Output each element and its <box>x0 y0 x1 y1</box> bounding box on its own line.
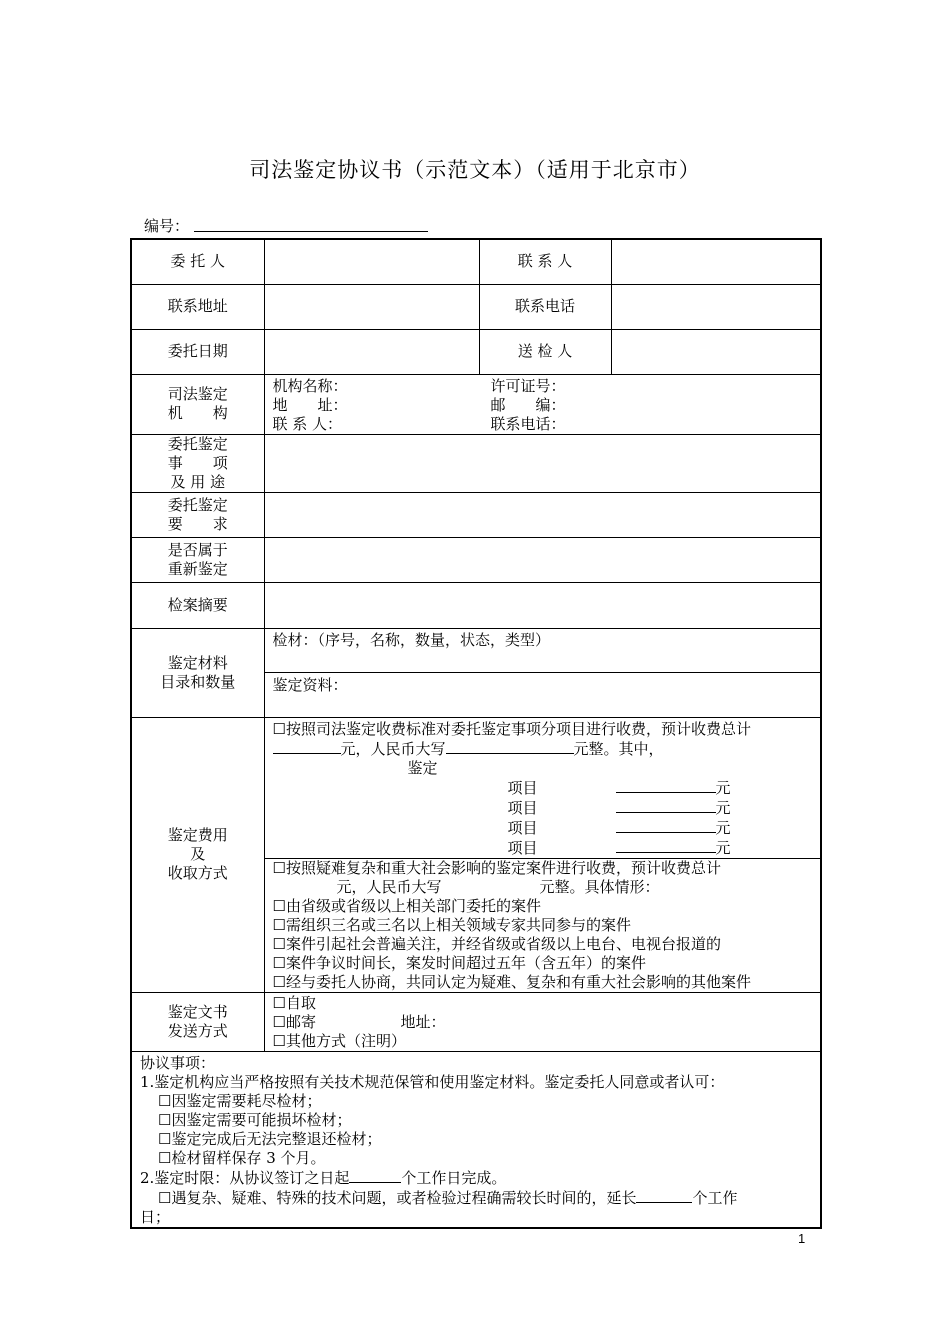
submitter-label: 送 检 人 <box>479 329 611 374</box>
delivery-options[interactable]: ☐自取 ☐邮寄 地址： ☐其他方式（注明） <box>264 992 821 1051</box>
materials-label: 鉴定材料 目录和数量 <box>131 628 264 717</box>
fee-standard-option[interactable]: ☐按照司法鉴定收费标准对委托鉴定事项分项目进行收费，预计收费总计 元，人民币大写 元整。其中， 鉴定 项目 元 项目 元 项目 元 项目 元 <box>264 717 821 858</box>
materials-samples-field[interactable]: 检材：（序号，名称，数量，状态，类型） <box>264 628 821 672</box>
contact-label: 联 系 人 <box>479 239 611 284</box>
address-label: 联系地址 <box>131 284 264 329</box>
matters-label: 委托鉴定 事 项 及 用 途 <box>131 434 264 492</box>
contact-field[interactable] <box>611 239 821 284</box>
requirements-field[interactable] <box>264 492 821 537</box>
phone-label: 联系电话 <box>479 284 611 329</box>
delivery-label: 鉴定文书 发送方式 <box>131 992 264 1051</box>
materials-docs-field[interactable]: 鉴定资料： <box>264 672 821 717</box>
date-label: 委托日期 <box>131 329 264 374</box>
case-summary-label: 检案摘要 <box>131 582 264 628</box>
submitter-field[interactable] <box>611 329 821 374</box>
reappraisal-label: 是否属于 重新鉴定 <box>131 537 264 582</box>
reappraisal-field[interactable] <box>264 537 821 582</box>
institution-fields[interactable]: 机构名称： 许可证号： 地 址： 邮 编： 联 系 人： 联系电话： <box>264 374 821 434</box>
page-title: 司法鉴定协议书（示范文本）（适用于北京市） <box>249 158 701 182</box>
client-field[interactable] <box>264 239 479 284</box>
requirements-label: 委托鉴定 要 求 <box>131 492 264 537</box>
date-field[interactable] <box>264 329 479 374</box>
client-label: 委 托 人 <box>131 239 264 284</box>
serial-number-label: 编号： <box>144 217 190 235</box>
address-field[interactable] <box>264 284 479 329</box>
fee-label: 鉴定费用 及 收取方式 <box>131 717 264 992</box>
case-summary-field[interactable] <box>264 582 821 628</box>
serial-number-field[interactable] <box>194 231 428 232</box>
phone-field[interactable] <box>611 284 821 329</box>
institution-label: 司法鉴定 机 构 <box>131 374 264 434</box>
fee-complex-option[interactable]: ☐按照疑难复杂和重大社会影响的鉴定案件进行收费，预计收费总计 元，人民币大写 元整。具体情形： ☐由省级或省级以上相关部门委托的案件 ☐需组织三名或三名以上相关领域专家共同参与的案件 ☐案件引起社会普遍关注，并经省级或省级以上电台、电视台报道的 ☐案件争议时间长，案发时间超过五年（含五年）的案件 ☐经与委托人协商，共同认定为疑难、复杂和有重大社会影响的其他案件 <box>264 858 821 992</box>
agreement-items[interactable]: 协议事项： 1.鉴定机构应当严格按照有关技术规范保管和使用鉴定材料。鉴定委托人同意或者认可： ☐因鉴定需要耗尽检材； ☐因鉴定需要可能损坏检材； ☐鉴定完成后无法完整退还检材； ☐检材留样保存 3 个月。 2.鉴定时限：从协议签订之日起 个工作日完成。 ☐遇复杂、疑难、特殊的技术问题，或者检验过程确需较长时间的，延长 个工作 日； <box>131 1051 821 1228</box>
agreement-form-table <box>130 238 822 1229</box>
matters-field[interactable] <box>264 434 821 492</box>
page-number: 1 <box>798 1231 806 1246</box>
